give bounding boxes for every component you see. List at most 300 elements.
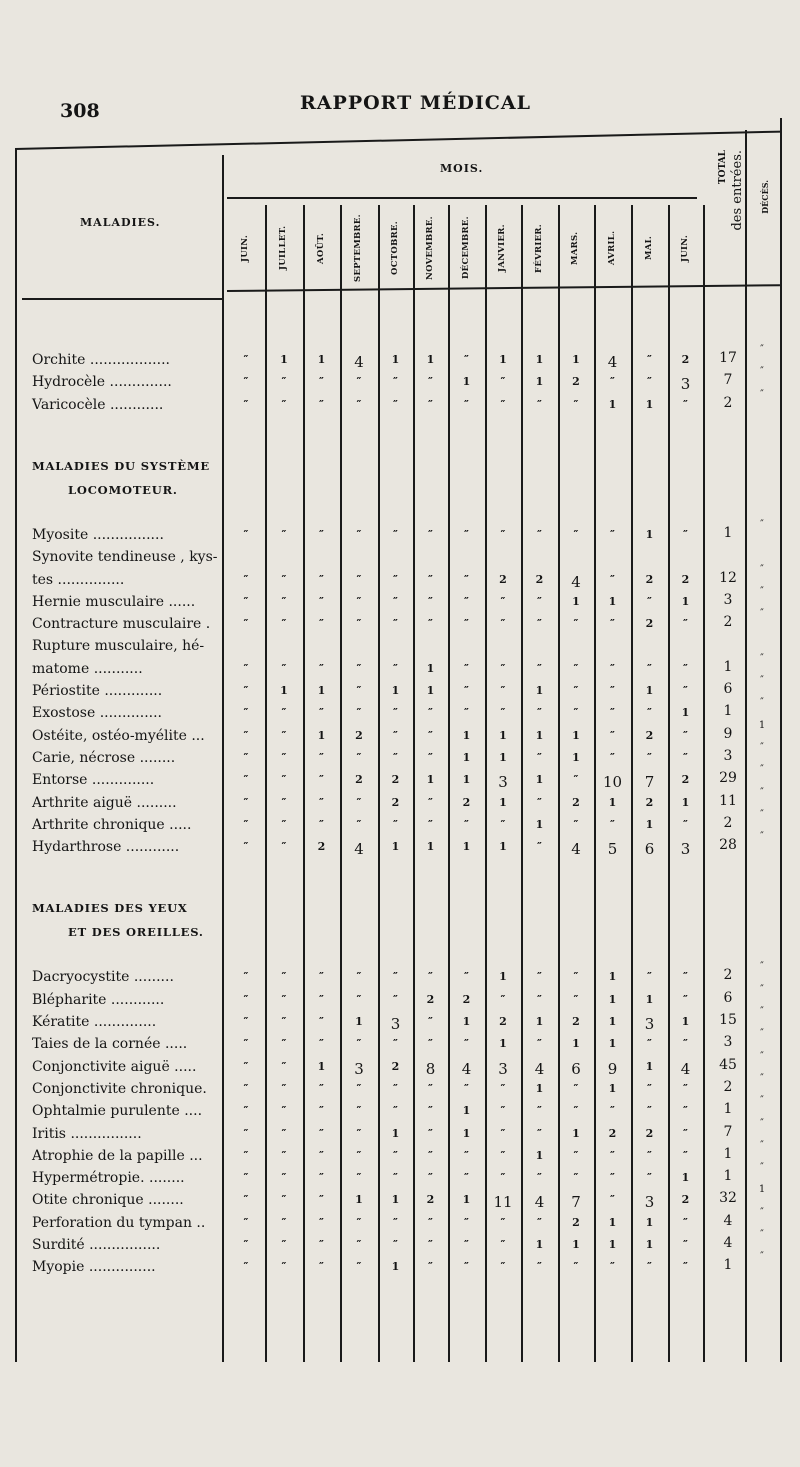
- table-cell: ″: [647, 1081, 652, 1095]
- deces-cell: ″: [760, 518, 764, 530]
- table-cell: ″: [610, 728, 615, 742]
- table-cell: ″: [356, 1104, 362, 1118]
- table-cell: ″: [281, 840, 287, 854]
- table-cell: ″: [683, 817, 688, 831]
- table-cell: ″: [281, 728, 287, 742]
- section-title: LOCOMOTEUR.: [68, 482, 178, 497]
- table-cell: ″: [319, 1037, 324, 1051]
- table-cell: 1: [645, 397, 654, 411]
- table-cell: ″: [393, 728, 398, 742]
- table-cell: ″: [393, 1037, 398, 1051]
- table-cell: 1: [391, 840, 400, 854]
- table-cell: 1: [499, 728, 507, 742]
- table-cell: ″: [393, 992, 398, 1006]
- table-cell: ″: [610, 527, 615, 541]
- table-cell: ″: [647, 970, 652, 984]
- table-cell: ″: [356, 1126, 362, 1140]
- table-cell: ″: [647, 661, 652, 675]
- table-cell: 2: [355, 728, 363, 742]
- table-cell: ″: [281, 1015, 287, 1028]
- table-cell: 1: [462, 840, 471, 854]
- table-cell: ″: [537, 397, 542, 411]
- row-label: Ophtalmie purulente ....: [32, 1103, 203, 1120]
- section-title: ET DES OREILLES.: [68, 925, 204, 940]
- table-cell: ″: [319, 1126, 324, 1140]
- table-cell: ″: [500, 1148, 506, 1162]
- table-cell: ″: [243, 840, 249, 854]
- deces-cell: ″: [760, 344, 764, 355]
- table-cell: 2: [645, 617, 654, 631]
- table-cell: ″: [319, 1193, 324, 1207]
- row-label: Périostite .............: [32, 683, 163, 699]
- table-cell: ″: [647, 375, 652, 389]
- table-cell: ″: [464, 706, 469, 720]
- table-cell: ″: [281, 817, 287, 831]
- table-cell: ″: [281, 594, 287, 608]
- table-cell: ″: [243, 706, 249, 720]
- table-cell: 10: [602, 773, 623, 792]
- table-cell: ″: [428, 375, 433, 389]
- table-cell: ″: [356, 706, 362, 720]
- table-cell: ″: [281, 1148, 287, 1162]
- row-label: Rupture musculaire, hé-: [32, 638, 205, 655]
- table-cell: ″: [428, 1238, 433, 1251]
- table-cell: ″: [573, 1081, 579, 1095]
- table-cell: ″: [464, 617, 469, 631]
- table-cell: 2: [572, 1015, 580, 1028]
- table-cell: 1: [391, 1193, 400, 1207]
- table-cell: ″: [243, 1037, 249, 1051]
- table-cell: ″: [464, 594, 469, 608]
- row-label: Otite chronique ........: [32, 1192, 184, 1209]
- month-header-7: JANVIER.: [497, 224, 507, 272]
- table-cell: ″: [243, 397, 249, 411]
- row-label: Hydarthrose ............: [32, 839, 180, 856]
- deces-header: DÉCÈS.: [760, 180, 770, 214]
- table-cell: 1: [645, 684, 654, 697]
- table-cell: 11: [493, 1193, 513, 1212]
- deces-cell: ″: [760, 808, 764, 820]
- table-cell: ″: [428, 1148, 433, 1162]
- table-cell: ″: [573, 706, 579, 720]
- table-cell: ″: [281, 1059, 287, 1073]
- table-cell: 2: [608, 1126, 617, 1140]
- table-cell: 1: [426, 773, 435, 787]
- deces-cell: ″: [760, 1117, 764, 1129]
- total-cell: 17: [719, 350, 737, 366]
- table-cell: ″: [464, 1260, 469, 1274]
- table-cell: 2: [391, 1059, 400, 1073]
- table-cell: ″: [428, 1037, 433, 1051]
- table-cell: ″: [428, 1104, 433, 1118]
- row-label: Hernie musculaire ......: [32, 593, 196, 610]
- table-cell: ″: [683, 1104, 688, 1118]
- month-column-border: [594, 205, 596, 1362]
- row-label: Myopie ...............: [32, 1259, 156, 1276]
- table-cell: 1: [317, 1059, 326, 1073]
- table-cell: ″: [500, 684, 506, 697]
- table-cell: 2: [462, 795, 471, 809]
- table-cell: 1: [462, 1015, 471, 1028]
- table-cell: ″: [573, 970, 579, 984]
- table-cell: ″: [243, 1104, 249, 1118]
- table-cell: ″: [683, 970, 688, 984]
- table-cell: 1: [608, 594, 617, 608]
- row-label: Dacryocystite .........: [32, 969, 174, 986]
- total-cell: 4: [723, 1235, 733, 1251]
- table-cell: ″: [356, 817, 362, 831]
- month-column-border: [448, 205, 450, 1362]
- total-cell: 12: [719, 569, 737, 586]
- running-head: RAPPORT MÉDICAL: [300, 92, 531, 114]
- table-cell: ″: [500, 375, 506, 389]
- table-cell: 4: [354, 353, 364, 371]
- deces-cell: ″: [760, 1162, 764, 1174]
- table-cell: ″: [319, 594, 324, 608]
- table-cell: ″: [243, 795, 249, 809]
- table-cell: ″: [281, 617, 287, 631]
- table-cell: ″: [393, 817, 398, 831]
- table-cell: ″: [319, 773, 324, 787]
- table-cell: ″: [393, 375, 398, 389]
- table-cell: ″: [428, 572, 433, 586]
- table-cell: 4: [680, 1059, 691, 1078]
- table-cell: ″: [319, 1171, 324, 1185]
- deces-cell: ″: [760, 741, 764, 753]
- table-cell: ″: [610, 617, 615, 631]
- table-cell: ″: [428, 1260, 433, 1274]
- deces-cell: ″: [760, 675, 764, 686]
- table-cell: ″: [610, 572, 615, 586]
- table-cell: ″: [573, 1104, 579, 1118]
- table-cell: ″: [464, 1081, 469, 1095]
- table-cell: ″: [356, 1215, 362, 1229]
- table-cell: ″: [243, 1193, 249, 1207]
- table-cell: 1: [391, 684, 400, 697]
- deces-cell: ″: [760, 786, 764, 798]
- table-cell: 1: [572, 353, 580, 366]
- deces-cell: ″: [760, 1072, 764, 1084]
- table-cell: ″: [428, 1171, 433, 1185]
- row-label: Taies de la cornée .....: [32, 1036, 188, 1053]
- table-cell: 1: [317, 353, 326, 366]
- table-cell: ″: [281, 706, 287, 720]
- table-cell: ″: [319, 375, 324, 389]
- table-cell: ″: [319, 992, 324, 1006]
- table-cell: ″: [243, 1215, 249, 1229]
- table-cell: ″: [610, 684, 615, 697]
- row-label: Entorse ..............: [32, 772, 155, 789]
- table-cell: 1: [645, 1059, 654, 1073]
- total-cell: 1: [723, 703, 733, 720]
- row-label: Myosite ................: [32, 526, 164, 543]
- table-cell: ″: [428, 817, 433, 831]
- table-cell: 1: [572, 728, 580, 742]
- deces-cell: ″: [760, 1229, 764, 1240]
- row-label: matome ...........: [32, 660, 143, 677]
- table-cell: ″: [500, 1126, 506, 1140]
- table-cell: ″: [537, 1215, 542, 1229]
- table-cell: 2: [462, 992, 471, 1006]
- month-header-5: NOVEMBRE.: [424, 216, 435, 280]
- table-right-border: [780, 118, 782, 1362]
- table-cell: 1: [608, 1238, 617, 1251]
- table-cell: 3: [644, 1193, 655, 1212]
- table-cell: 1: [426, 684, 435, 697]
- table-cell: 1: [355, 1193, 363, 1207]
- table-cell: 1: [681, 706, 690, 720]
- table-cell: 2: [572, 795, 580, 809]
- row-label: Perforation du tympan ..: [32, 1214, 206, 1231]
- row-label: Kératite ..............: [32, 1014, 157, 1030]
- maladies-column-border: [222, 155, 224, 1362]
- header-bottom-rule-left: [22, 298, 222, 300]
- table-cell: ″: [683, 1215, 688, 1229]
- table-cell: ″: [573, 397, 579, 411]
- table-cell: 1: [499, 353, 507, 366]
- table-cell: ″: [393, 750, 398, 764]
- table-cell: ″: [393, 617, 398, 631]
- table-cell: ″: [243, 1081, 249, 1095]
- table-cell: ″: [281, 1104, 287, 1118]
- mois-header: MOIS.: [440, 162, 484, 175]
- table-cell: ″: [319, 795, 324, 809]
- table-cell: ″: [428, 1215, 433, 1229]
- table-cell: ″: [647, 1171, 652, 1185]
- table-cell: ″: [356, 617, 362, 631]
- month-column-border: [303, 205, 305, 1362]
- table-cell: ″: [243, 750, 249, 764]
- table-cell: ″: [573, 527, 579, 541]
- deces-cell: 1: [758, 1184, 766, 1196]
- table-cell: ″: [610, 661, 615, 675]
- month-column-border: [265, 205, 267, 1362]
- month-column-border: [703, 205, 705, 1362]
- table-cell: 1: [535, 1148, 544, 1162]
- table-cell: ″: [319, 1215, 324, 1229]
- table-cell: 1: [317, 728, 326, 742]
- table-cell: ″: [319, 750, 324, 764]
- total-cell: 7: [723, 1123, 733, 1140]
- table-cell: ″: [243, 817, 249, 831]
- table-cell: 1: [681, 1015, 690, 1028]
- total-header-sub: des entrées.: [730, 150, 745, 231]
- row-label: Conjonctivite aiguë .....: [32, 1058, 197, 1075]
- row-label: Contracture musculaire .: [32, 616, 211, 633]
- deces-cell: ″: [760, 831, 764, 843]
- table-cell: ″: [356, 750, 362, 764]
- table-cell: 1: [681, 1171, 690, 1185]
- header-bottom-rule-right: [227, 284, 780, 292]
- table-cell: ″: [683, 1126, 688, 1140]
- table-cell: ″: [683, 661, 688, 675]
- deces-cell: ″: [760, 563, 764, 575]
- deces-cell: ″: [760, 961, 764, 973]
- table-cell: 3: [498, 1059, 508, 1078]
- table-cell: ″: [356, 397, 362, 411]
- month-header-3: SEPTEMBRE.: [353, 214, 363, 282]
- table-cell: 2: [681, 1193, 690, 1207]
- table-cell: ″: [393, 594, 398, 608]
- table-cell: ″: [500, 594, 506, 608]
- table-cell: ″: [243, 617, 249, 631]
- total-cell: 1: [723, 524, 733, 541]
- table-cell: ″: [500, 1171, 506, 1185]
- table-cell: 2: [391, 795, 400, 809]
- table-cell: ″: [464, 684, 469, 697]
- table-cell: ″: [393, 1104, 398, 1118]
- table-cell: ″: [428, 706, 433, 720]
- table-cell: ″: [610, 1104, 615, 1118]
- table-cell: ″: [464, 661, 469, 675]
- table-cell: ″: [647, 353, 652, 366]
- table-cell: 2: [681, 572, 690, 586]
- table-cell: 2: [355, 773, 363, 787]
- table-cell: 1: [280, 353, 288, 366]
- table-cell: 1: [608, 1081, 617, 1095]
- table-cell: ″: [464, 1238, 469, 1251]
- deces-cell: ″: [760, 1206, 764, 1218]
- total-cell: 1: [723, 1145, 733, 1162]
- table-cell: ″: [243, 1059, 249, 1073]
- maladies-header: MALADIES.: [80, 216, 161, 229]
- table-cell: 1: [608, 1215, 617, 1229]
- table-cell: ″: [683, 527, 688, 541]
- table-cell: 1: [535, 728, 544, 742]
- table-cell: ″: [356, 684, 362, 697]
- table-cell: 9: [607, 1059, 618, 1078]
- table-cell: 1: [572, 594, 580, 608]
- table-cell: ″: [319, 1148, 324, 1162]
- table-cell: ″: [281, 661, 287, 675]
- table-cell: ″: [683, 750, 688, 764]
- deces-cell: 1: [758, 719, 766, 731]
- table-cell: ″: [428, 970, 433, 984]
- row-label: Hydrocèle ..............: [32, 374, 172, 391]
- table-cell: ″: [319, 527, 324, 541]
- deces-cell: ″: [760, 1251, 764, 1263]
- table-cell: ″: [683, 1081, 688, 1095]
- total-cell: 1: [723, 1168, 733, 1185]
- table-cell: 2: [645, 728, 654, 742]
- table-cell: 1: [608, 970, 617, 984]
- table-cell: 2: [535, 572, 544, 586]
- table-cell: 1: [462, 1104, 471, 1118]
- deces-cell: ″: [760, 366, 764, 378]
- total-header: TOTAL: [718, 150, 728, 185]
- table-cell: ″: [683, 1238, 688, 1251]
- table-cell: ″: [319, 1104, 324, 1118]
- deces-cell: ″: [760, 652, 764, 664]
- table-cell: ″: [683, 684, 688, 697]
- table-cell: 5: [607, 840, 618, 859]
- table-cell: ″: [573, 817, 579, 831]
- table-cell: ″: [647, 1148, 652, 1162]
- table-cell: ″: [500, 617, 506, 631]
- table-cell: ″: [500, 661, 506, 675]
- table-cell: ″: [281, 795, 287, 809]
- month-header-1: JUILLET.: [278, 225, 288, 271]
- table-cell: 1: [535, 684, 544, 697]
- table-cell: ″: [464, 1215, 469, 1229]
- deces-cell: ″: [760, 764, 764, 776]
- table-cell: 1: [681, 795, 690, 809]
- table-cell: ″: [281, 1171, 287, 1185]
- month-header-4: OCTOBRE.: [389, 221, 400, 275]
- month-header-12: JUIN.: [679, 234, 690, 262]
- total-cell: 11: [719, 792, 737, 809]
- table-cell: ″: [281, 375, 287, 389]
- table-cell: ″: [243, 572, 249, 586]
- table-cell: ″: [243, 1148, 249, 1162]
- table-cell: ″: [573, 1148, 579, 1162]
- table-cell: ″: [573, 992, 579, 1006]
- table-cell: 3: [498, 773, 508, 792]
- table-cell: 4: [607, 353, 618, 371]
- page-number: 308: [60, 100, 100, 122]
- table-cell: ″: [393, 397, 398, 411]
- table-cell: 1: [499, 795, 507, 809]
- table-cell: 2: [426, 1193, 435, 1207]
- table-cell: ″: [428, 795, 433, 809]
- table-cell: ″: [500, 397, 506, 411]
- total-cell: 1: [723, 658, 733, 675]
- table-cell: 1: [426, 661, 435, 675]
- table-cell: ″: [428, 1081, 433, 1095]
- table-cell: 1: [499, 840, 507, 854]
- table-cell: ″: [243, 970, 249, 984]
- table-cell: 1: [426, 353, 435, 366]
- table-cell: ″: [573, 661, 579, 675]
- table-cell: ″: [281, 750, 287, 764]
- table-cell: ″: [610, 1148, 615, 1162]
- total-cell: 4: [723, 1212, 733, 1229]
- table-cell: ″: [683, 728, 688, 742]
- table-top-rule: [15, 131, 782, 150]
- table-cell: 1: [681, 594, 690, 608]
- table-cell: 3: [680, 375, 691, 394]
- table-cell: ″: [243, 527, 249, 541]
- table-cell: 6: [571, 1059, 581, 1078]
- table-cell: 1: [572, 1037, 580, 1051]
- table-cell: ″: [281, 1126, 287, 1140]
- month-header-0: JUIN.: [240, 234, 250, 262]
- table-cell: ″: [683, 1148, 688, 1162]
- table-cell: ″: [610, 706, 615, 720]
- table-left-border: [15, 148, 17, 1362]
- table-cell: ″: [393, 661, 398, 675]
- deces-cell: ″: [760, 1095, 764, 1107]
- table-cell: ″: [393, 1215, 398, 1229]
- total-cell: 28: [719, 837, 737, 854]
- table-cell: 4: [534, 1059, 545, 1078]
- table-cell: 2: [426, 992, 435, 1006]
- table-cell: ″: [537, 795, 542, 809]
- table-cell: ″: [281, 527, 287, 541]
- table-cell: ″: [537, 1104, 542, 1118]
- table-cell: ″: [356, 661, 362, 675]
- table-cell: ″: [281, 773, 287, 787]
- table-cell: ″: [464, 1037, 469, 1051]
- table-cell: ″: [537, 617, 542, 631]
- table-cell: 1: [645, 1238, 654, 1251]
- table-cell: 1: [462, 750, 471, 764]
- table-cell: ″: [393, 1171, 398, 1185]
- table-cell: ″: [537, 1171, 542, 1185]
- total-cell: 2: [723, 614, 733, 631]
- table-cell: ″: [319, 1238, 324, 1251]
- table-cell: 7: [644, 773, 655, 792]
